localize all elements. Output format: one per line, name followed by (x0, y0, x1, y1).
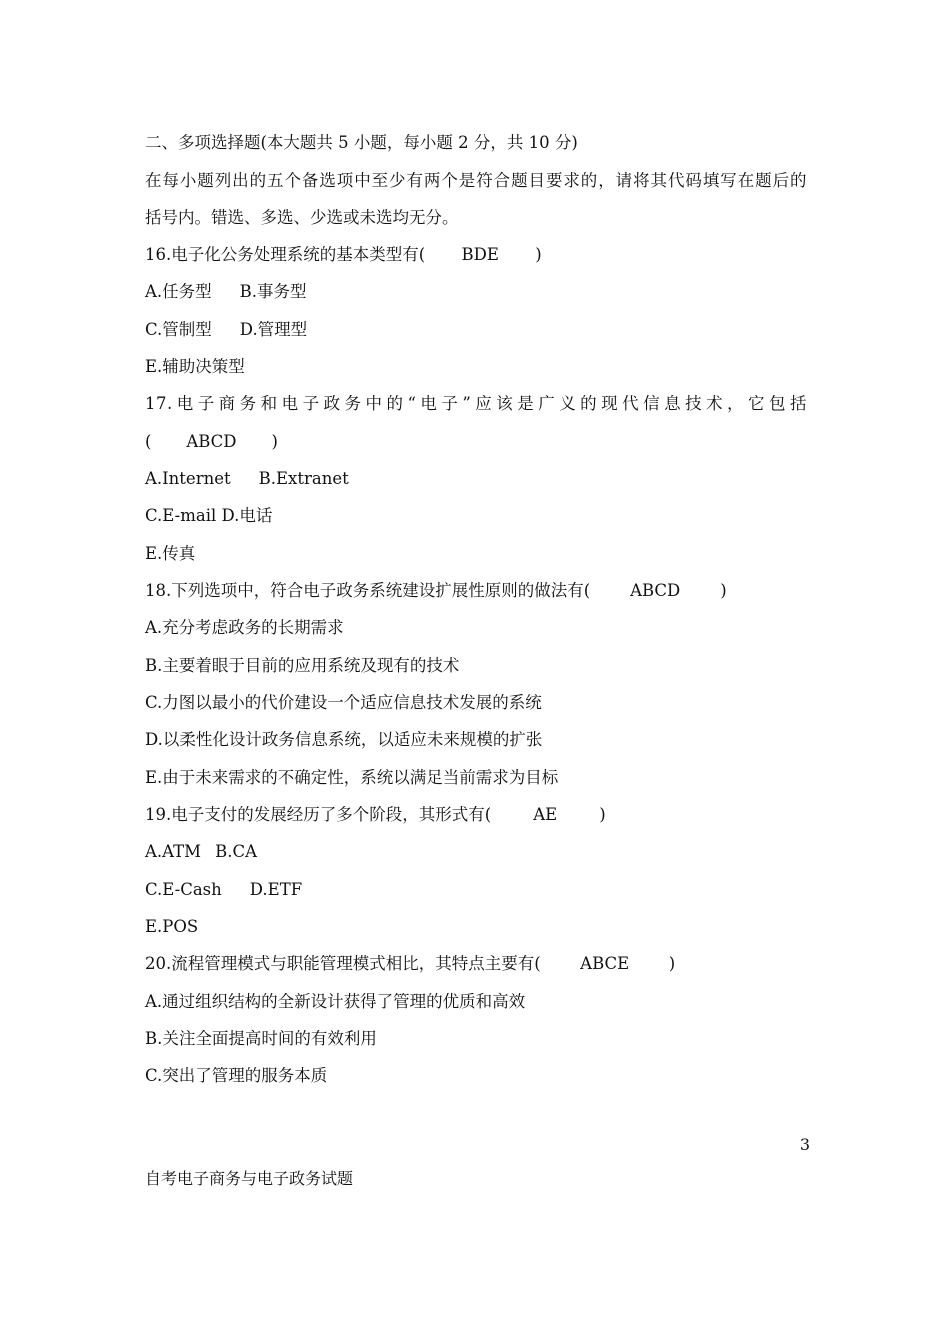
question-18-option-e: E.由于未来需求的不确定性，系统以满足当前需求为目标 (145, 768, 559, 787)
question-18-option-d: D.以柔性化设计政务信息系统，以适应未来规模的扩张 (145, 730, 543, 749)
question-18-answer: ABCD (630, 581, 681, 600)
question-20-stem (145, 954, 807, 974)
close-paren: ) (535, 245, 542, 264)
option: E.POS (145, 917, 199, 936)
question-19-answer: AE (533, 805, 558, 824)
option: D.ETF (249, 880, 303, 899)
question-18-option-b: B.主要着眼于目前的应用系统及现有的技术 (145, 656, 460, 675)
page-number: 3 (799, 1135, 810, 1154)
option: E.辅助决策型 (145, 357, 245, 376)
question-20-option-b: B.关注全面提高时间的有效利用 (145, 1029, 377, 1048)
question-17-answer: ABCD (186, 432, 237, 451)
question-17-options-2 (145, 506, 807, 526)
question-20-answer: ABCE (580, 954, 630, 973)
option: C.管制型 (145, 320, 212, 339)
question-17-stem-line-2 (145, 432, 807, 452)
question-18-stem (145, 581, 807, 601)
question-20-option-a: A.通过组织结构的全新设计获得了管理的优质和高效 (145, 992, 526, 1011)
question-18-text: 18.下列选项中，符合电子政务系统建设扩展性原则的做法有( (145, 581, 591, 600)
close-paren: ) (599, 805, 606, 824)
option: E.传真 (145, 544, 196, 563)
question-16-options-3 (145, 357, 807, 377)
question-16-options-1 (145, 282, 807, 302)
question-16-text: 16.电子化公务处理系统的基本类型有( (145, 245, 426, 264)
footer-title: 自考电子商务与电子政务试题 (145, 1169, 354, 1188)
question-19-stem (145, 805, 807, 825)
question-19-options-1 (145, 842, 807, 862)
option: D.管理型 (239, 320, 308, 339)
question-20-text: 20.流程管理模式与职能管理模式相比，其特点主要有( (145, 954, 541, 973)
close-paren: ) (668, 954, 676, 973)
option: C.E-Cash (145, 880, 222, 899)
instructions-line-1: 在每小题列出的五个备选项中至少有两个是符合题目要求的，请将其代码填写在题后的 (145, 171, 807, 190)
option: A.Internet (145, 469, 231, 488)
option: A.任务型 (145, 282, 212, 301)
question-17-stem: 17.电子商务和电子政务中的“电子”应该是广义的现代信息技术，它包括 (145, 394, 807, 413)
question-16-stem (145, 245, 807, 265)
question-16-answer: BDE (461, 245, 499, 264)
question-17-options-1 (145, 469, 807, 489)
question-19-text: 19.电子支付的发展经历了多个阶段，其形式有( (145, 805, 492, 824)
section-heading: 二、多项选择题(本大题共 5 小题，每小题 2 分，共 10 分) (145, 133, 578, 152)
close-paren: ) (720, 581, 727, 600)
question-16-options-2 (145, 320, 807, 340)
question-20-option-c: C.突出了管理的服务本质 (145, 1066, 328, 1085)
option: C.E-mail D.电话 (145, 506, 273, 525)
question-18-option-a: A.充分考虑政务的长期需求 (145, 618, 344, 637)
option: B.Extranet (258, 469, 349, 488)
question-19-options-2 (145, 880, 807, 900)
question-17-options-3 (145, 544, 807, 564)
question-18-option-c: C.力图以最小的代价建设一个适应信息技术发展的系统 (145, 693, 542, 712)
option: B.CA (215, 842, 257, 861)
option: A.ATM (145, 842, 202, 861)
close-paren: ) (271, 432, 278, 451)
option: B.事务型 (239, 282, 307, 301)
open-paren: ( (145, 432, 152, 451)
question-19-options-3 (145, 917, 807, 937)
instructions-line-2: 括号内。错选、多选、少选或未选均无分。 (145, 208, 459, 227)
